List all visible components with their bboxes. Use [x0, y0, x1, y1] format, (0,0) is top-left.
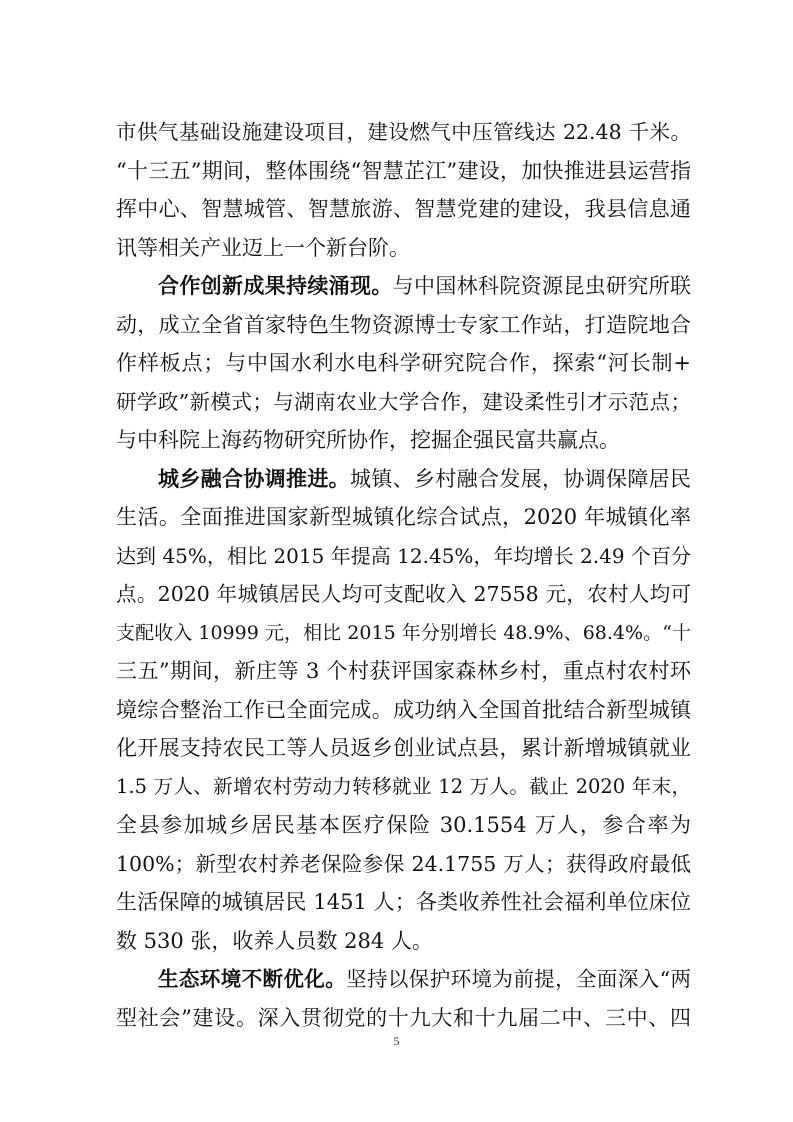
text-line: 数 530 张，收养人员数 284 人。 [116, 928, 433, 953]
text-line: 研学政”新模式；与湖南农业大学合作，建设柔性引才示范点； [116, 389, 691, 414]
text-line: 生活。全面推进国家新型城镇化综合试点，2020 年城镇化率 [116, 505, 691, 529]
text-line: “十三五”期间，整体围绕“智慧芷江”建设，加快推进县运营指 [116, 158, 691, 183]
text-line: 型社会”建设。深入贯彻党的十九大和十九届二中、三中、四 [116, 1005, 691, 1030]
text-line: 市供气基础设施建设项目，建设燃气中压管线达 22.48 千米。 [116, 120, 691, 144]
text-line: 点。2020 年城镇居民人均可支配收入 27558 元，农村人均可 [116, 582, 691, 606]
text-line: 全县参加城乡居民基本医疗保险 30.1554 万人，参合率为 [116, 813, 691, 837]
paragraph-cooperation-innovation [116, 267, 691, 460]
text-line: 与中科院上海药物研究所协作，挖掘企强民富共赢点。 [116, 428, 620, 452]
text-line: 城乡融合协调推进。城镇、乡村融合发展，协调保障居民 [158, 466, 691, 491]
paragraph-urban-rural-integration [116, 460, 691, 961]
text-line: 动，成立全省首家特色生物资源博士专家工作站，打造院地合 [116, 312, 691, 337]
paragraph-heading: 合作创新成果持续涌现。 [158, 274, 393, 298]
text-line: 讯等相关产业迈上一个新台阶。 [116, 235, 410, 260]
paragraph-heading: 生态环境不断优化。 [158, 967, 347, 991]
text-line: 支配收入 10999 元，相比 2015 年分别增长 48.9%、68.4%。“十 [116, 621, 691, 644]
text-line: 1.5 万人、新增农村劳动力转移就业 12 万人。截止 2020 年末， [116, 774, 691, 798]
text-line: 生态环境不断优化。坚持以保护环境为前提，全面深入“两 [158, 967, 691, 991]
document-body [116, 113, 691, 1037]
text-line: 化开展支持农民工等人员返乡创业试点县，累计新增城镇就业 [116, 736, 691, 760]
text-line: 合作创新成果持续涌现。与中国林科院资源昆虫研究所联 [158, 274, 692, 298]
text-line: 100%；新型农村养老保险参保 24.1755 万人；获得政府最低 [116, 851, 691, 876]
paragraph-ecological-environment [116, 960, 691, 1037]
paragraph-infrastructure-continuation [116, 113, 691, 267]
text-line: 达到 45%，相比 2015 年提高 12.45%，年均增长 2.49 个百分 [116, 543, 691, 568]
text-line: 挥中心、智慧城管、智慧旅游、智慧党建的建设，我县信息通 [116, 197, 691, 221]
text-line: 生活保障的城镇居民 1451 人；各类收养性社会福利单位床位 [116, 890, 691, 914]
text-line: 作样板点；与中国水利水电科学研究院合作，探索“河长制+ [116, 351, 691, 375]
page-number: 5 [393, 1034, 400, 1048]
text-line: 三五”期间，新庄等 3 个村获评国家森林乡村，重点村农村环 [116, 659, 691, 683]
paragraph-heading: 城乡融合协调推进。 [158, 466, 350, 491]
text-line: 境综合整治工作已全面完成。成功纳入全国首批结合新型城镇 [116, 697, 691, 722]
